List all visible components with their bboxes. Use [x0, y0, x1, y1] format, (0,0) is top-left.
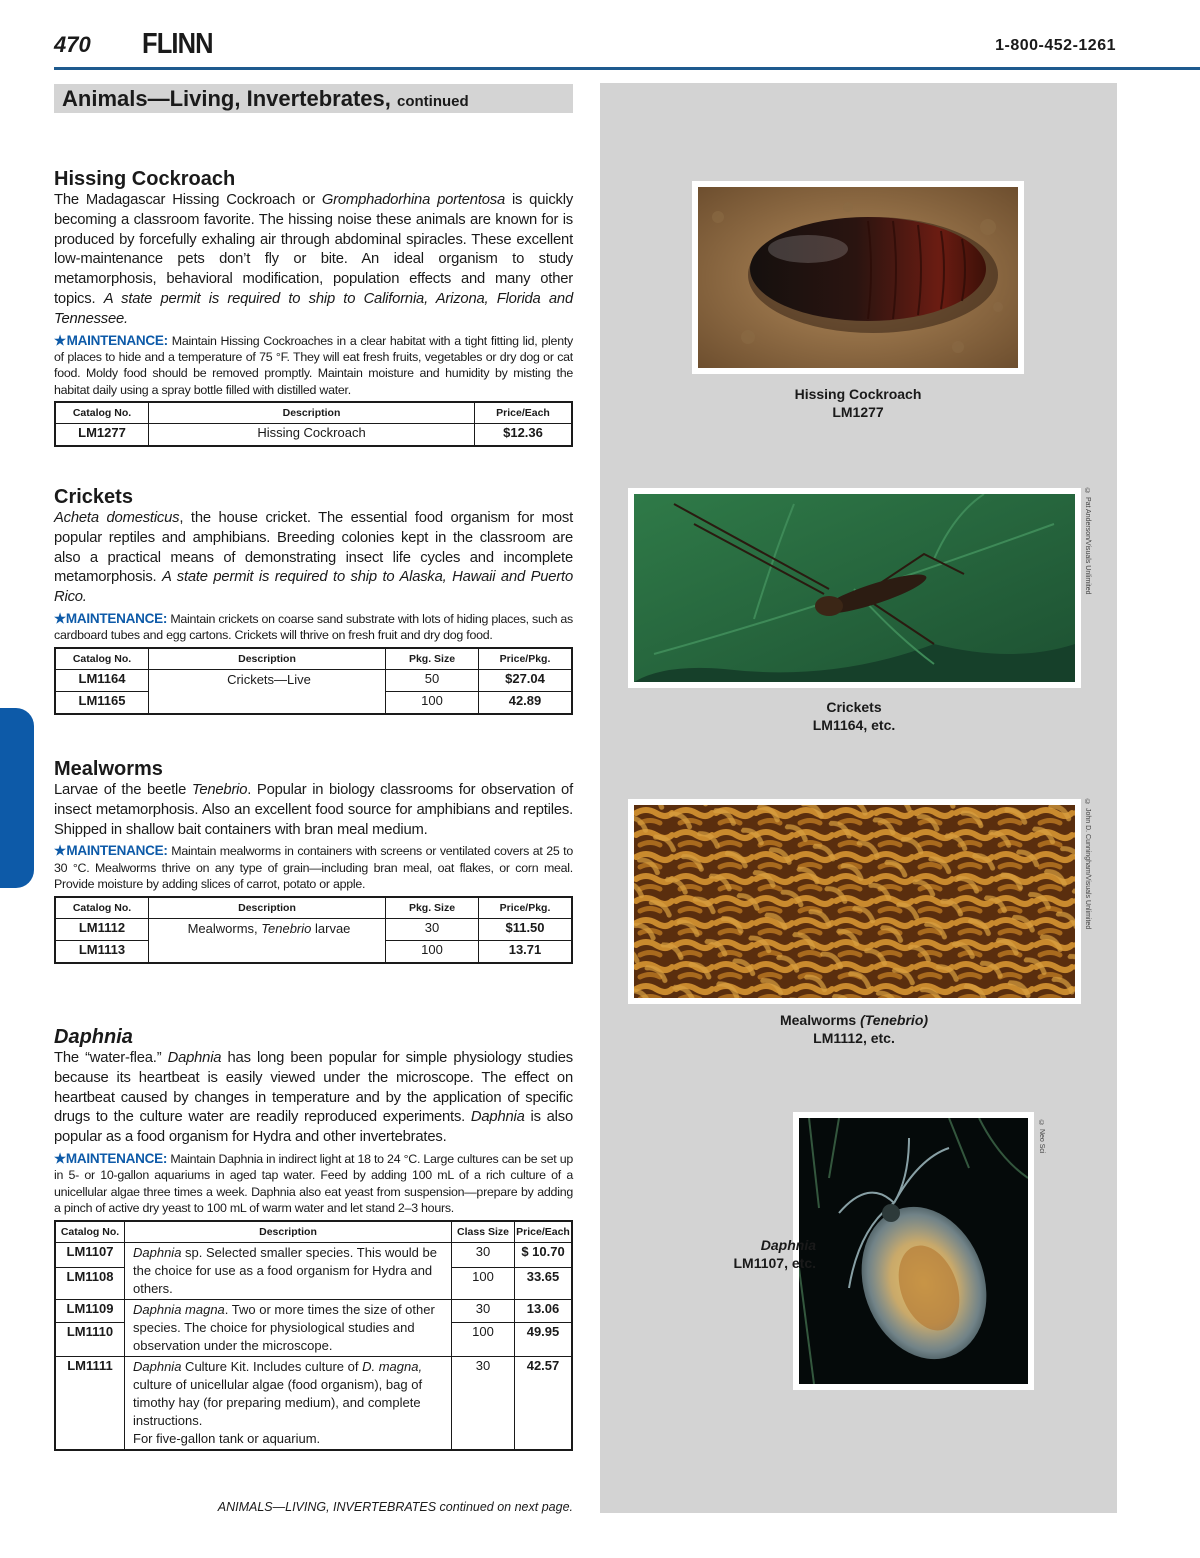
col-header: Description	[149, 897, 386, 919]
page-number: 470	[54, 32, 91, 57]
table-row	[55, 669, 572, 691]
table-row	[55, 1356, 572, 1450]
catalog-number: LM1111	[55, 1356, 125, 1450]
pkg-size: 100	[386, 940, 479, 963]
col-header: Description	[149, 648, 386, 670]
photo-mealworms	[628, 799, 1081, 1004]
product-description: Acheta domesticus, the house cricket. The essential food organism for most popular reptiles and amphibians. Breeding colonies kept in the classroom are also a practical means of demonstrating insect life cycles and incomplete metamorphosis. A state permit is required to ship to Alaska, Hawaii and Puerto Rico.	[54, 510, 574, 606]
photo-crickets	[628, 488, 1081, 688]
product-title: Crickets	[54, 486, 133, 508]
item-price: 49.95	[515, 1323, 573, 1356]
maintenance-label: ★MAINTENANCE:	[54, 1150, 168, 1166]
pkg-size: 30	[386, 918, 479, 940]
caption-mealworms	[740, 1011, 968, 1047]
maintenance-text: Maintain Daphnia in indirect light at 18 to 24 °C. Large cultures can be set up in 5- or 10-gallon aquariums in aged tap water. Feed by adding 100 mL of a rich culture of a unicellular algae three times a week. Daphnia also eat yeast from suspension—prepare by adding a pinch of active dry yeast to 100 mL of warm water and let stand 2–3 hours.	[54, 1151, 573, 1216]
item-description: Daphnia Culture Kit. Includes culture of D. magna, culture of unicellular algae (food organism), bag of timothy hay (for preparing medium), and complete instructions. For five-gallon tank or aquarium.	[125, 1356, 452, 1450]
pkg-size: 100	[386, 691, 479, 714]
item-description: Mealworms, Tenebrio larvae	[149, 918, 386, 963]
caption-crickets	[756, 698, 952, 734]
class-size: 100	[452, 1268, 515, 1299]
catalog-number: LM1112	[55, 918, 149, 940]
product-daphnia	[54, 1026, 573, 1451]
mealworms-image	[634, 805, 1075, 998]
catalog-number: LM1108	[55, 1268, 125, 1299]
product-title: Hissing Cockroach	[54, 168, 236, 190]
caption-name: Hissing Cockroach	[794, 386, 922, 402]
col-header: Description	[125, 1221, 452, 1243]
col-header: Class Size	[452, 1221, 515, 1243]
maintenance-label: ★MAINTENANCE:	[54, 610, 168, 626]
crickets-image	[634, 494, 1075, 682]
class-size: 30	[452, 1356, 515, 1450]
catalog-number: LM1165	[55, 691, 149, 714]
continued-note: ANIMALS—LIVING, INVERTEBRATES continued on next page.	[217, 1500, 573, 1514]
product-title: Daphnia	[54, 1026, 133, 1048]
maintenance-note	[54, 843, 573, 892]
maintenance-label: ★MAINTENANCE:	[54, 332, 168, 348]
phone-number: 1-800-452-1261	[995, 37, 1116, 54]
maintenance-text: Maintain mealworms in containers with screens or ventilated covers at 25 to 30 °C. Mealworms thrive on any type of grain—including bran meal, oat flakes, or corn meal. Provide moisture by adding slices of carrot, potato or apple.	[54, 844, 573, 892]
col-header: Price/Each	[515, 1221, 573, 1243]
table-row	[55, 918, 572, 940]
section-tab	[0, 708, 34, 888]
class-size: 30	[452, 1242, 515, 1268]
caption-name-line	[740, 1011, 968, 1029]
photo-credit: © John D. Cunningham/Visuals Unlimited	[1084, 799, 1091, 930]
item-price: $27.04	[479, 669, 573, 691]
section-title-text: Animals—Living, Invertebrates,	[62, 86, 391, 111]
photo-daphnia	[793, 1112, 1034, 1390]
product-crickets	[54, 486, 573, 715]
col-header: Price/Each	[475, 402, 573, 424]
table-row	[55, 1242, 572, 1268]
class-size: 100	[452, 1323, 515, 1356]
col-header: Pkg. Size	[386, 897, 479, 919]
item-price: 33.65	[515, 1268, 573, 1299]
catalog-number: LM1164	[55, 669, 149, 691]
daphnia-image	[799, 1118, 1028, 1384]
product-title: Mealworms	[54, 758, 163, 780]
caption-cockroach	[760, 385, 956, 421]
brand-logo: FLINN	[142, 28, 213, 60]
col-header: Description	[149, 402, 475, 424]
table-row	[55, 1299, 572, 1323]
col-header: Price/Pkg.	[479, 897, 573, 919]
photo-credit: © Pat Anderson/Visuals Unlimited	[1084, 488, 1091, 595]
catalog-number: LM1113	[55, 940, 149, 963]
catalog-number: LM1109	[55, 1299, 125, 1323]
item-price: 42.89	[479, 691, 573, 714]
col-header: Catalog No.	[55, 897, 149, 919]
item-description: Hissing Cockroach	[149, 424, 475, 447]
col-header: Catalog No.	[55, 1221, 125, 1243]
caption-code: LM1277	[832, 404, 884, 420]
item-price: $ 10.70	[515, 1242, 573, 1268]
caption-code: LM1112, etc.	[813, 1030, 895, 1046]
maintenance-note	[54, 1151, 573, 1217]
caption-daphnia	[690, 1236, 816, 1272]
maintenance-text: Maintain Hissing Cockroaches in a clear habitat with a tight fitting lid, plenty of places to hide and a temperature of 75 °F. They will eat fresh fruits, vegetables or dry dog or cat food. Moldy food should be removed promptly. Maintain moisture and humidity by misting the habitat daily using a spray bottle filled with distilled water.	[54, 333, 573, 397]
col-header: Price/Pkg.	[479, 648, 573, 670]
item-price: 13.71	[479, 940, 573, 963]
section-banner	[54, 84, 573, 113]
caption-code: LM1107, etc.	[733, 1255, 816, 1271]
item-description: Daphnia magna. Two or more times the size of other species. The choice for physiological studies and observation under the microscope.	[125, 1299, 452, 1356]
class-size: 30	[452, 1299, 515, 1323]
product-description: Larvae of the beetle Tenebrio. Popular in biology classrooms for observation of insect metamorphosis. Also an excellent food source for amphibians and reptiles. Shipped in shallow bait containers with bran meal medium.	[54, 782, 573, 838]
product-description: The Madagascar Hissing Cockroach or Gromphadorhina portentosa is quickly becoming a classroom favorite. The hissing noise these animals are known for is produced by forcefully exhaling air through abdominal spiracles. These excellent low-maintenance pets don’t fly or bite. An ideal organism to study metamorphosis, behavioral modification, population effects and many other topics. A state permit is required to ship to California, Arizona, Florida and Tennessee.	[54, 192, 574, 327]
price-table	[54, 1220, 573, 1451]
caption-name: Daphnia	[760, 1237, 816, 1253]
product-hissing-cockroach	[54, 168, 573, 447]
item-price: $11.50	[479, 918, 573, 940]
caption-code: LM1164, etc.	[812, 717, 896, 733]
col-header: Pkg. Size	[386, 648, 479, 670]
photo-credit: © Neo Sci	[1038, 1120, 1045, 1154]
section-title	[62, 86, 469, 112]
price-table	[54, 401, 573, 447]
item-description: Crickets—Live	[149, 669, 386, 714]
item-description: Daphnia sp. Selected smaller species. This would be the choice for use as a food organism for Hydra and others.	[125, 1242, 452, 1299]
catalog-number: LM1107	[55, 1242, 125, 1268]
item-price: 42.57	[515, 1356, 573, 1450]
product-mealworms	[54, 758, 573, 964]
item-price: $12.36	[475, 424, 573, 447]
header-rule	[54, 67, 1200, 70]
photo-hissing-cockroach	[692, 181, 1024, 374]
pkg-size: 50	[386, 669, 479, 691]
caption-name: Crickets	[826, 699, 882, 715]
maintenance-note	[54, 333, 573, 399]
caption-name-italic: (Tenebrio)	[860, 1012, 929, 1028]
catalog-number: LM1277	[55, 424, 149, 447]
section-continued: continued	[397, 93, 469, 110]
price-table	[54, 647, 573, 715]
col-header: Catalog No.	[55, 402, 149, 424]
product-description: The “water-flea.” Daphnia has long been popular for simple physiology studies because its heartbeat is easily viewed under the microscope. The effect on heartbeat caused by changes in temperature and by the application of specific drugs to the culture water are readily reproduced experiments. Daphnia is also popular as a food organism for Hydra and other invertebrates.	[54, 1050, 573, 1146]
col-header: Catalog No.	[55, 648, 149, 670]
table-row	[55, 424, 572, 447]
item-price: 13.06	[515, 1299, 573, 1323]
catalog-number: LM1110	[55, 1323, 125, 1356]
price-table	[54, 896, 573, 964]
cockroach-image	[698, 187, 1018, 368]
caption-name: Mealworms	[779, 1012, 861, 1028]
maintenance-label: ★MAINTENANCE:	[54, 843, 168, 859]
maintenance-text: Maintain crickets on coarse sand substrate with lots of hiding places, such as cardboard tubes and egg cartons. Crickets will thrive on fresh fruit and dry dog food.	[54, 611, 573, 643]
maintenance-note	[54, 611, 573, 644]
